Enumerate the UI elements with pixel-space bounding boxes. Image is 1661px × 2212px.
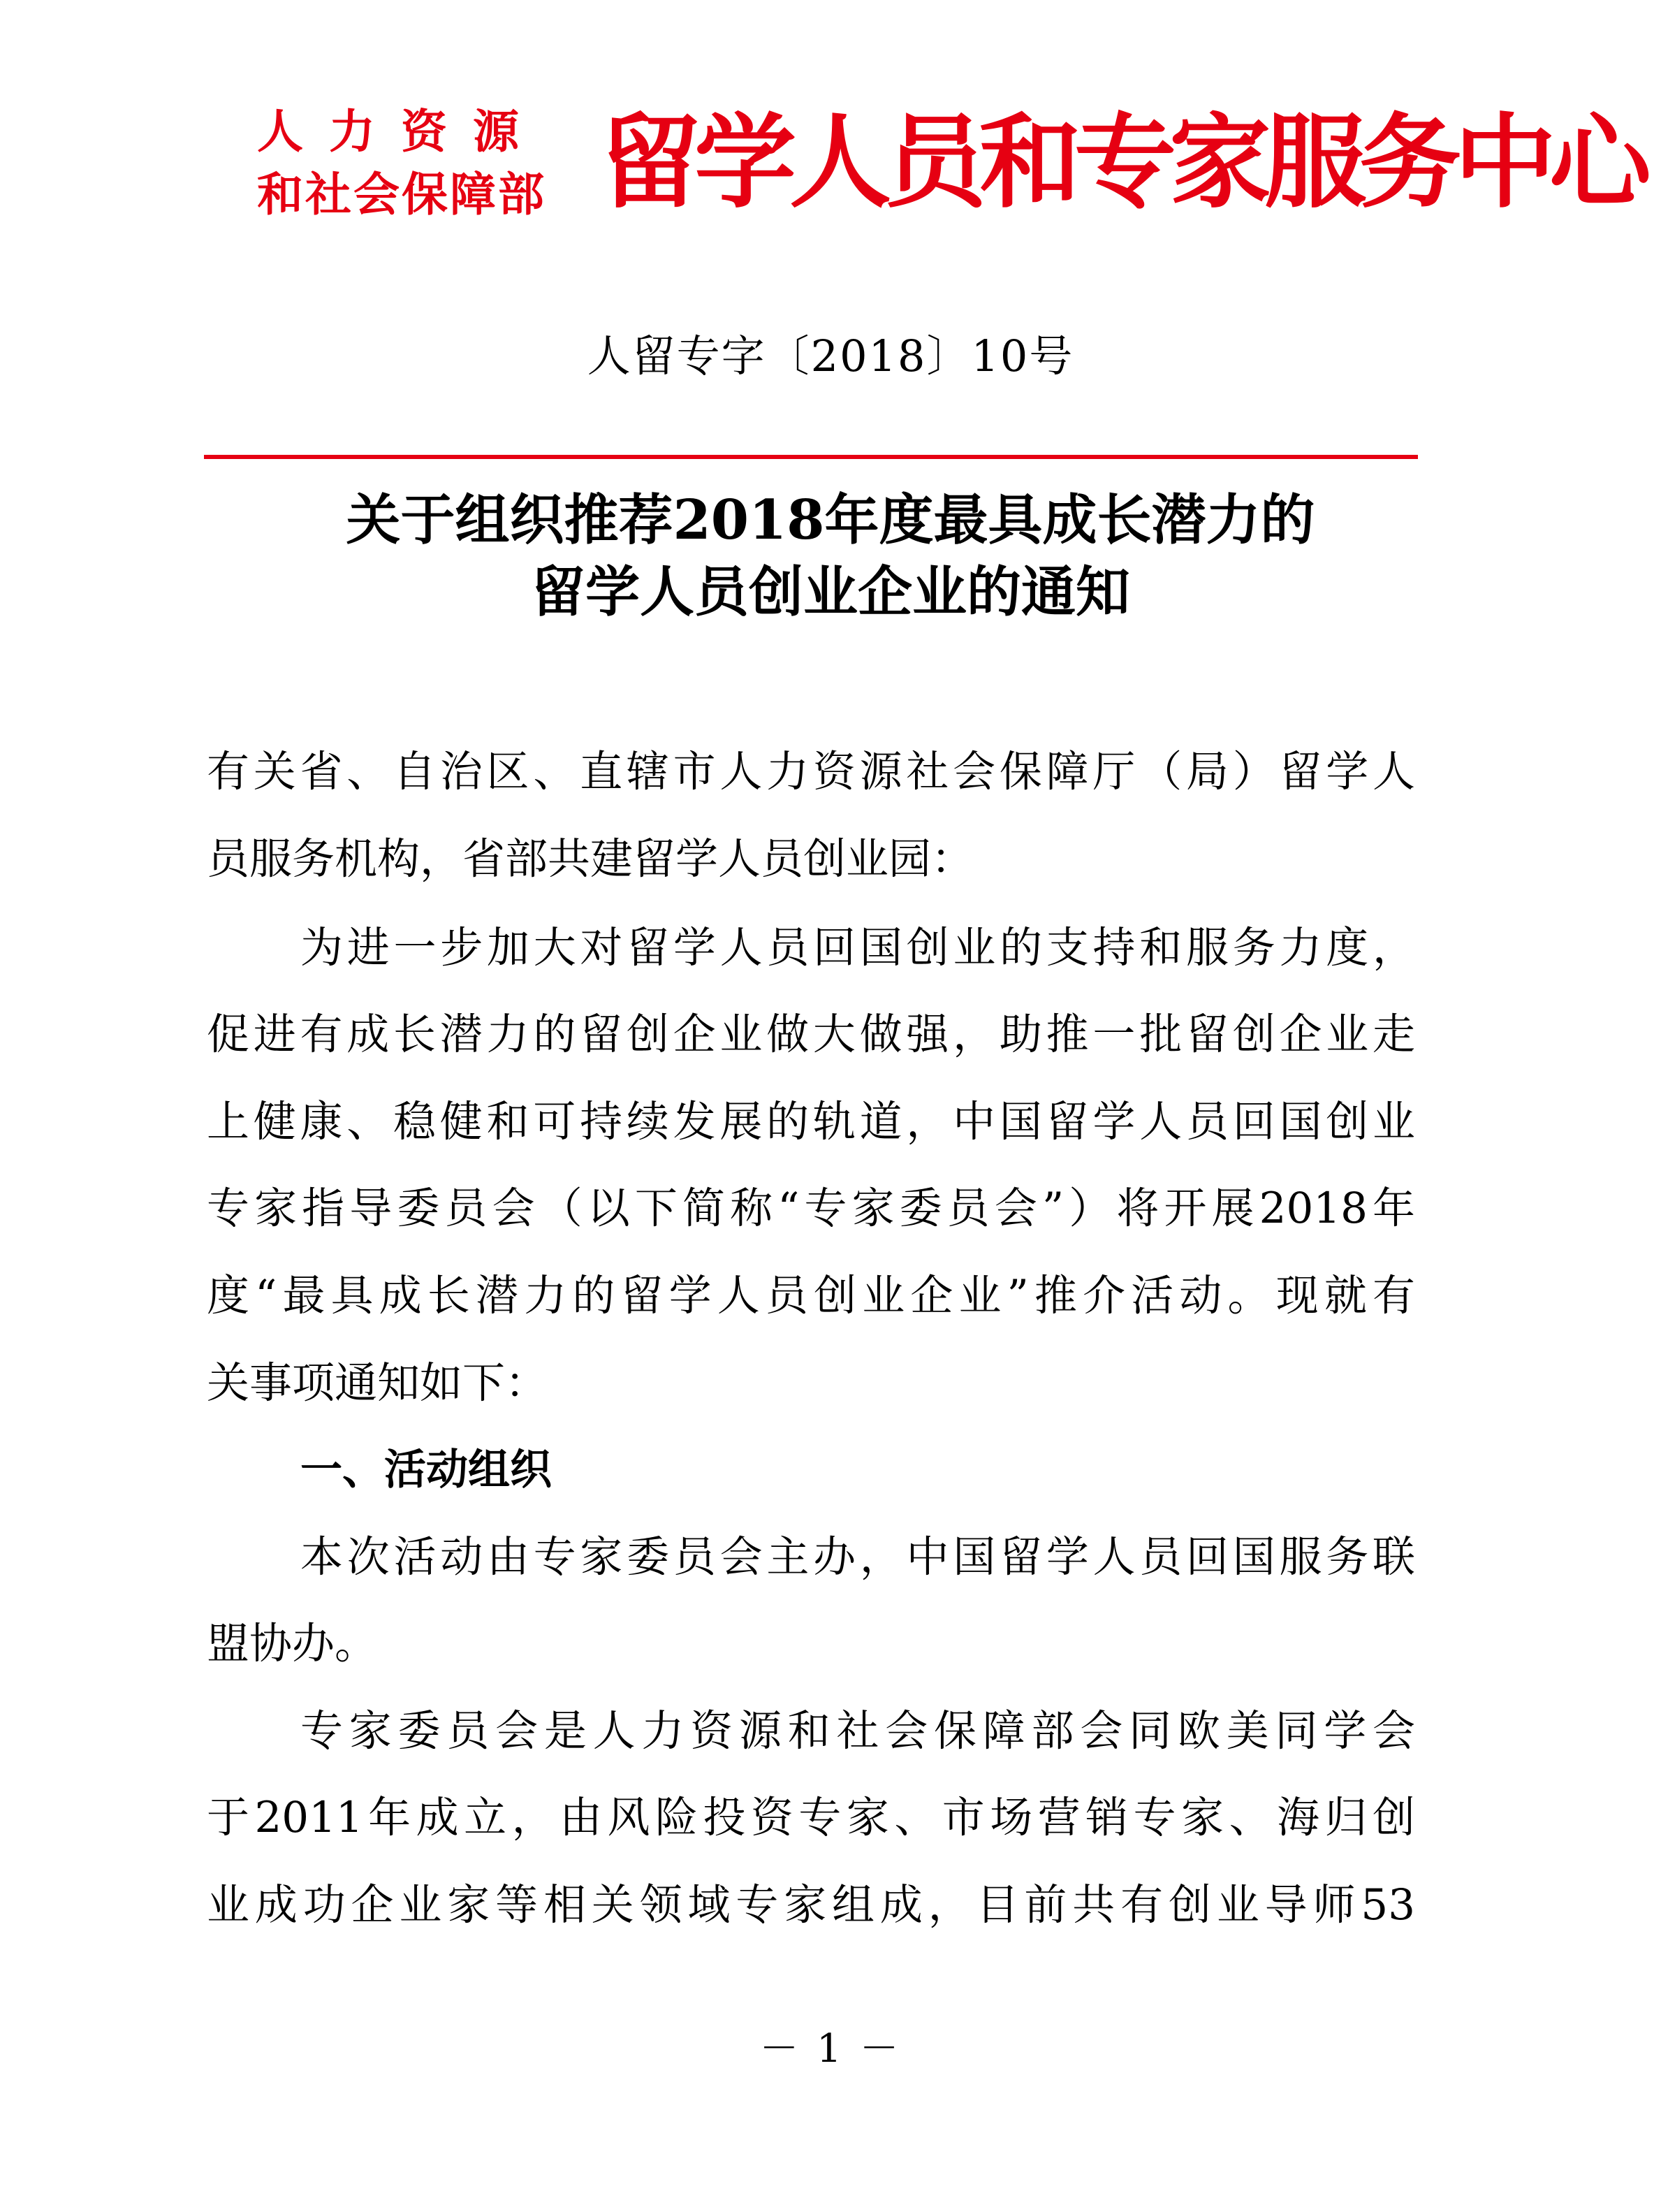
section-paragraph-line: 本次活动由专家委员会主办，中国留学人员回国服务联 [300,1532,1415,1582]
issuer-center-name: 留学人员和专家服务中心 [599,103,1644,222]
document-number: 人留专字〔2018〕10号 [587,330,1074,381]
issuer-org-line-1: 人力资源 [257,104,545,159]
intro-paragraph-line: 促进有成长潜力的留创企业做大做强，助推一批留创企业走 [207,1010,1415,1059]
section-paragraph-line: 盟协办。 [207,1619,378,1668]
intro-paragraph-line: 为进一步加大对留学人员回国创业的支持和服务力度， [300,923,1415,973]
intro-paragraph-line: 上健康、稳健和可持续发展的轨道，中国留学人员回国创业 [207,1097,1415,1147]
document-title-line-1: 关于组织推荐2018年度最具成长潜力的 [346,488,1315,552]
section-paragraph-line: 于2011年成立，由风险投资专家、市场营销专家、海归创 [207,1793,1415,1842]
intro-paragraph-line: 专家指导委员会（以下简称“专家委员会”）将开展2018年 [207,1184,1415,1233]
addressee-line: 员服务机构，省部共建留学人员创业园： [207,834,974,884]
issuer-org-line-2: 和社会保障部 [257,167,546,221]
red-divider-line [204,455,1418,459]
document-title-line-2: 留学人员创业企业的通知 [530,560,1130,624]
page-number: － 1 － [759,2026,902,2072]
section-heading: 一、活动组织 [300,1446,552,1494]
section-paragraph-line: 专家委员会是人力资源和社会保障部会同欧美同学会 [300,1706,1415,1756]
section-paragraph-line: 业成功企业家等相关领域专家组成，目前共有创业导师53 [207,1880,1415,1930]
intro-paragraph-line: 度“最具成长潜力的留学人员创业企业”推介活动。现就有 [207,1271,1415,1320]
intro-paragraph-line: 关事项通知如下： [207,1358,548,1408]
addressee-line: 有关省、自治区、直辖市人力资源社会保障厅（局）留学人 [207,747,1415,796]
